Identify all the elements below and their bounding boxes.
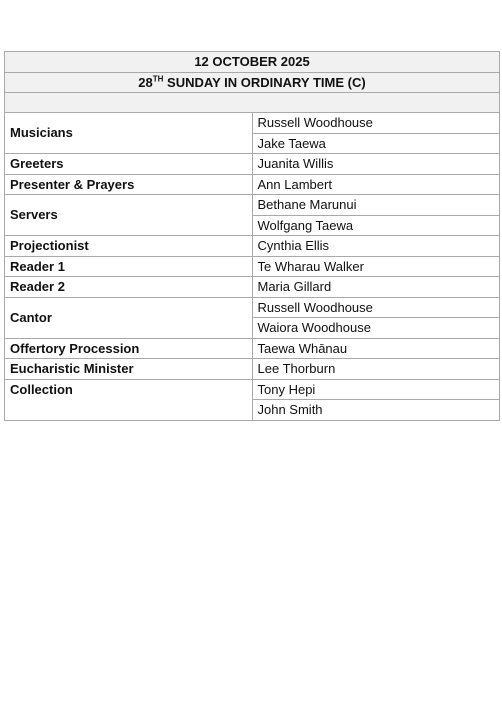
role-greeters: Greeters (5, 154, 253, 175)
volunteer-name: Wolfgang Taewa (252, 215, 500, 236)
role-reader-2: Reader 2 (5, 277, 253, 298)
roster-row (5, 359, 500, 380)
role-eucharistic-minister: Eucharistic Minister (5, 359, 253, 380)
role-cantor: Cantor (5, 297, 253, 338)
roster-row (5, 113, 500, 134)
volunteer-name: John Smith (252, 400, 500, 421)
roster-row (5, 154, 500, 175)
role-collection: Collection (5, 379, 253, 420)
roster-row (5, 379, 500, 400)
volunteer-name: Russell Woodhouse (252, 297, 500, 318)
occasion-row (5, 72, 500, 93)
roster-row (5, 338, 500, 359)
occasion-suffix: TH (152, 74, 164, 84)
roster-table (4, 51, 500, 421)
volunteer-name: Bethane Marunui (252, 195, 500, 216)
roster-row (5, 195, 500, 216)
volunteer-name: Russell Woodhouse (252, 113, 500, 134)
volunteer-name: Waiora Woodhouse (252, 318, 500, 339)
role-musicians: Musicians (5, 113, 253, 154)
volunteer-name: Ann Lambert (252, 174, 500, 195)
volunteer-name: Juanita Willis (252, 154, 500, 175)
occasion-heading (5, 72, 500, 93)
volunteer-name: Lee Thorburn (252, 359, 500, 380)
volunteer-name: Jake Taewa (252, 133, 500, 154)
roster-row (5, 256, 500, 277)
role-servers: Servers (5, 195, 253, 236)
roster-row (5, 174, 500, 195)
spacer-cell (5, 93, 500, 113)
spacer-row (5, 93, 500, 113)
occasion-text: SUNDAY IN ORDINARY TIME (C) (163, 74, 366, 90)
date-heading: 12 OCTOBER 2025 (5, 52, 500, 73)
role-presenter-prayers: Presenter & Prayers (5, 174, 253, 195)
roster-row (5, 277, 500, 298)
role-offertory-procession: Offertory Procession (5, 338, 253, 359)
volunteer-name: Taewa Whānau (252, 338, 500, 359)
volunteer-name: Cynthia Ellis (252, 236, 500, 257)
role-reader-1: Reader 1 (5, 256, 253, 277)
roster-row (5, 297, 500, 318)
date-row (5, 52, 500, 73)
occasion-number: 28 (138, 74, 153, 90)
volunteer-name: Tony Hepi (252, 379, 500, 400)
roster-row (5, 236, 500, 257)
roster-sheet (4, 51, 500, 421)
role-projectionist: Projectionist (5, 236, 253, 257)
volunteer-name: Te Wharau Walker (252, 256, 500, 277)
volunteer-name: Maria Gillard (252, 277, 500, 298)
